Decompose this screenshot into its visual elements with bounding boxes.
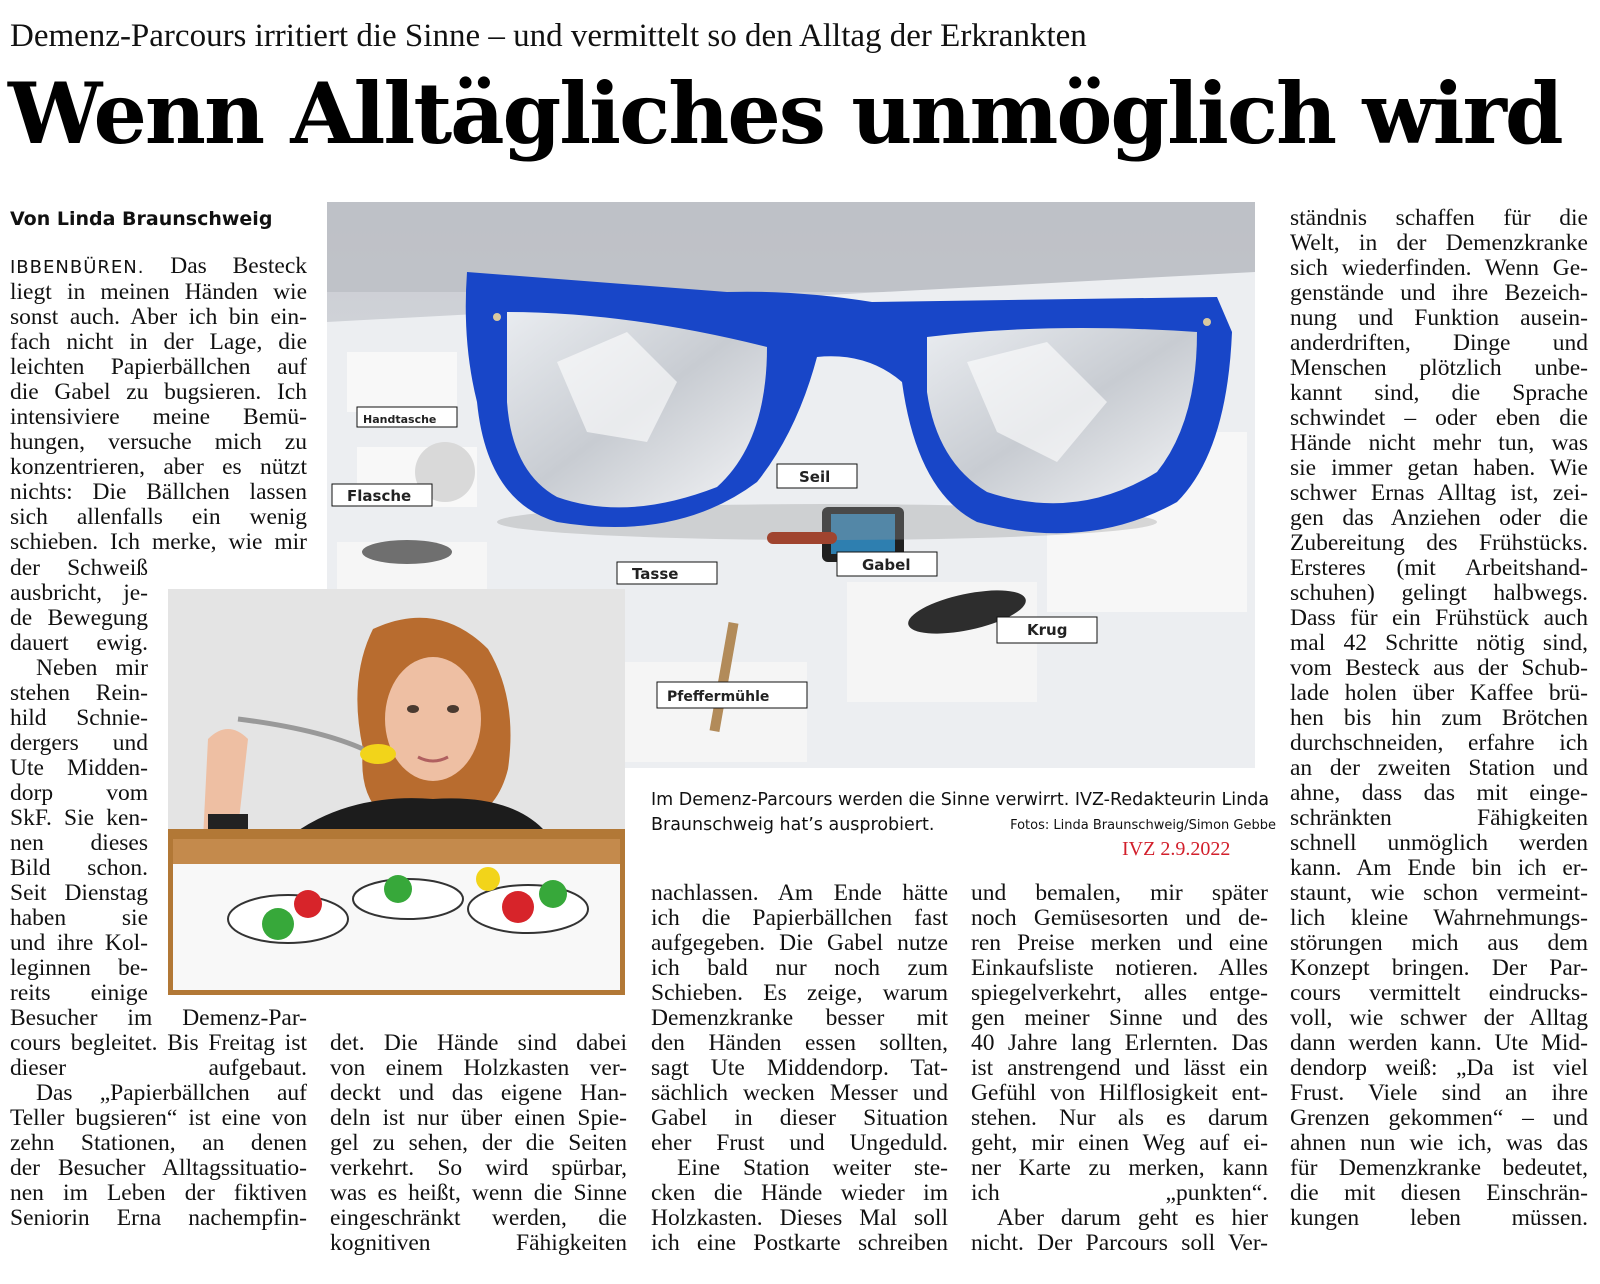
text-line: ausbricht, je- [10,580,148,606]
text-line: den Händen essen sollten, [651,1030,948,1056]
text-line: fach nicht in der Lage, die [10,329,307,355]
text-line: hungen, versuche mich zu [10,429,307,455]
text-line: Ersteres (mit Arbeitshand- [1290,555,1588,581]
text-line: gen meiner Sinne und des [971,1005,1268,1031]
text-line: und ihre Kol- [10,930,148,956]
text-line: ich „punkten“. [971,1180,1268,1206]
text-line: Neben mir [36,655,148,681]
text-line: was es heißt, wenn die Sinne [330,1180,627,1206]
text-line: staunt, wie schon vermeint- [1290,880,1588,906]
article-headline: Wenn Alltägliches unmöglich wird [8,64,1562,163]
text-line: an der zweiten Station und [1290,755,1588,781]
text-line: schnell unmöglich werden [1290,830,1588,856]
text-line: intensiviere meine Bemü- [10,404,307,430]
text-line: nichts: Die Bällchen lassen [10,479,307,505]
text-line: für Demenzkranke bedeutet, [1290,1155,1588,1181]
text-line: sie immer getan haben. Wie [1290,455,1588,481]
text-line: kannt sind, die Sprache [1290,380,1588,406]
text-line: spiegelverkehrt, alles entge- [971,980,1268,1006]
column-5 [1290,206,1588,1231]
text-line: hild Schnie- [10,705,148,731]
card-label-krug: Krug [1027,621,1068,639]
text-line: eher Frust und Ungeduld. [651,1130,948,1156]
text-line: nachlassen. Am Ende hätte [651,880,948,906]
text-line: sagt Ute Middendorp. Tat- [651,1055,948,1081]
text-line: schwindet – oder eben die [1290,405,1588,431]
text-line: ner Karte zu merken, kann [971,1155,1268,1181]
text-line: kann. Am Ende bin ich er- [1290,855,1588,881]
paragraph-lead [10,254,307,280]
text-line: sich allenfalls ein wenig [10,504,307,530]
text-line: Zubereitung des Frühstücks. [1290,530,1588,556]
caption-line-2: Braunschweig hat’s ausprobiert. [651,815,935,835]
card-label-flasche: Flasche [347,487,412,505]
text-line: nicht. Der Parcours soll Ver- [971,1230,1268,1256]
text-line: stehen Rein- [10,680,148,706]
text-line: der Besucher Alltagssituatio- [10,1155,307,1181]
text-line: kognitiven Fähigkeiten [330,1230,627,1256]
text-line: lade holen über Kaffee brü- [1290,680,1588,706]
column-3 [651,881,948,1256]
text-line: Aber darum geht es hier [997,1205,1268,1231]
text-line: gel zu sehen, der die Seiten [330,1130,627,1156]
text-line: de Bewegung [10,605,148,631]
text-line: Gefühl von Hilflosigkeit ent- [971,1080,1268,1106]
text-line: verkehrt. So wird spürbar, [330,1155,627,1181]
text-line: Das Besteck [170,253,307,279]
text-line: schieben. Ich merke, wie mir [10,529,307,555]
woman-illustration [168,589,625,995]
text-line: leichten Papierbällchen auf [10,354,307,380]
text-line: und bemalen, mir später [971,880,1268,906]
text-line: geht, mir einen Weg auf ei- [971,1130,1268,1156]
text-line: aufgegeben. Die Gabel nutze [651,930,948,956]
text-line: ren Preise merken und eine [971,930,1268,956]
text-line: nen im Leben der fiktiven [10,1180,307,1206]
text-line: von einem Holzkasten ver- [330,1055,627,1081]
card-label-gabel: Gabel [862,556,911,574]
text-line: eingeschränkt werden, die [330,1205,627,1231]
column-1-bottom [10,1006,307,1231]
text-line: Gabel in dieser Situation [651,1105,948,1131]
text-line: Seniorin Erna nachempfin- [10,1205,307,1231]
text-line: die Gabel zu bugsieren. Ich [10,379,307,405]
photo-caption [651,788,1276,838]
text-line: Das „Papierbällchen auf [36,1080,307,1106]
text-line: ahnen nun wie ich, was das [1290,1130,1588,1156]
text-line: deckt und das eigene Han- [330,1080,627,1106]
photo-credit: Fotos: Linda Braunschweig/Simon Gebbe [1010,818,1276,833]
text-line: Seit Dienstag [10,880,148,906]
card-label-pfeffermuehle: Pfeffermühle [667,689,770,705]
text-line: mal 42 Schritte nötig sind, [1290,630,1588,656]
text-line: nung und Funktion ausein- [1290,305,1588,331]
text-line: Eine Station weiter ste- [677,1155,948,1181]
text-line: sich wiederfinden. Wenn Ge- [1290,255,1588,281]
text-line: sonst auch. Aber ich bin ein- [10,304,307,330]
text-line: dauert ewig. [10,630,148,656]
text-line: voll, wie schwer der Alltag [1290,1005,1588,1031]
text-line: dergers und [10,730,148,756]
photo-woman-with-fork [168,589,625,995]
text-line: der Schweiß [10,555,148,581]
text-line: schränkten Fähigkeiten [1290,805,1588,831]
text-line: Grenzen gekommen“ – und [1290,1105,1588,1131]
text-line: Demenzkranke besser mit [651,1005,948,1031]
text-line: ich eine Postkarte schreiben [651,1230,948,1256]
text-line: hen bis hin zum Brötchen [1290,705,1588,731]
column-1-top [10,254,307,555]
column-1-narrow [10,556,148,1006]
text-line: vom Besteck aus der Schub- [1290,655,1588,681]
text-line: Menschen plötzlich unbe- [1290,355,1588,381]
text-line: die mit diesen Einschrän- [1290,1180,1588,1206]
date-stamp: IVZ 2.9.2022 [1122,838,1231,860]
text-line: Besucher im Demenz-Par- [10,1005,307,1031]
text-line: ständnis schaffen für die [1290,205,1588,231]
article-kicker: Demenz-Parcours irritiert die Sinne – und vermittelt so den Alltag der Erkrankten [10,18,1087,54]
text-line: cours begleitet. Bis Freitag ist [10,1030,307,1056]
text-line: Konzept bringen. Der Par- [1290,955,1588,981]
text-line: Ute Midden- [10,755,148,781]
text-line: det. Die Hände sind dabei [330,1030,627,1056]
text-line: Welt, in der Demenzkranke [1290,230,1588,256]
card-label-handtasche: Handtasche [363,413,437,426]
text-line: zehn Stationen, an denen [10,1130,307,1156]
text-line: durchschneiden, erfahre ich [1290,730,1588,756]
text-line: ich bald nur noch zum [651,955,948,981]
text-line: noch Gemüsesorten und de- [971,905,1268,931]
text-line: lich kleine Wahrnehmungs- [1290,905,1588,931]
text-line: nen dieses [10,830,148,856]
text-line: Schieben. Es zeige, warum [651,980,948,1006]
text-line: ist anstrengend und lässt ein [971,1055,1268,1081]
text-line: stehen. Nur als es darum [971,1105,1268,1131]
text-line: Hände nicht mehr tun, was [1290,430,1588,456]
column-4 [971,881,1268,1256]
text-line: 40 Jahre lang Erlernten. Das [971,1030,1268,1056]
text-line: schuhen) gelingt halbwegs. [1290,580,1588,606]
text-line: genstände und ihre Bezeich- [1290,280,1588,306]
text-line: cours vermittelt eindrucks- [1290,980,1588,1006]
text-line: liegt in meinen Händen wie [10,279,307,305]
column-2 [330,1031,627,1256]
caption-line-1: Im Demenz-Parcours werden die Sinne verwirrt. IVZ-Redakteurin Linda [651,790,1270,810]
text-line: störungen mich aus dem [1290,930,1588,956]
text-line: dendorp weiß: „Da ist viel [1290,1055,1588,1081]
text-line: schwer Ernas Alltag ist, zei- [1290,480,1588,506]
card-label-tasse: Tasse [632,565,679,583]
text-line: Dass für ein Frühstück auch [1290,605,1588,631]
text-line: Bild schon. [10,855,148,881]
text-line: leginnen be- [10,955,148,981]
text-line: sächlich wecken Messer und [651,1080,948,1106]
text-line: cken die Hände wieder im [651,1180,948,1206]
text-line: haben sie [10,905,148,931]
text-line: SkF. Sie ken- [10,805,148,831]
text-line: dieser aufgebaut. [10,1055,307,1081]
text-line: reits einige [10,980,148,1006]
text-line: Holzkasten. Dieses Mal soll [651,1205,948,1231]
text-line: deln ist nur über einen Spie- [330,1105,627,1131]
text-line: gen das Anziehen oder die [1290,505,1588,531]
text-line: Einkaufsliste notieren. Alles [971,955,1268,981]
text-line: ich die Papierbällchen fast [651,905,948,931]
article-byline: Von Linda Braunschweig [10,208,273,230]
text-line: dorp vom [10,780,148,806]
text-line: anderdriften, Dinge und [1290,330,1588,356]
text-line: konzentrieren, aber es nützt [10,454,307,480]
dateline: IBBENBÜREN. [10,257,145,278]
text-line: ahne, dass das mit einge- [1290,780,1588,806]
text-line: Teller bugsieren“ ist eine von [10,1105,307,1131]
text-line: dann werden kann. Ute Mid- [1290,1030,1588,1056]
card-label-seil: Seil [799,468,831,486]
text-line: Frust. Viele sind an ihre [1290,1080,1588,1106]
text-line: kungen leben müssen. [1290,1205,1588,1231]
